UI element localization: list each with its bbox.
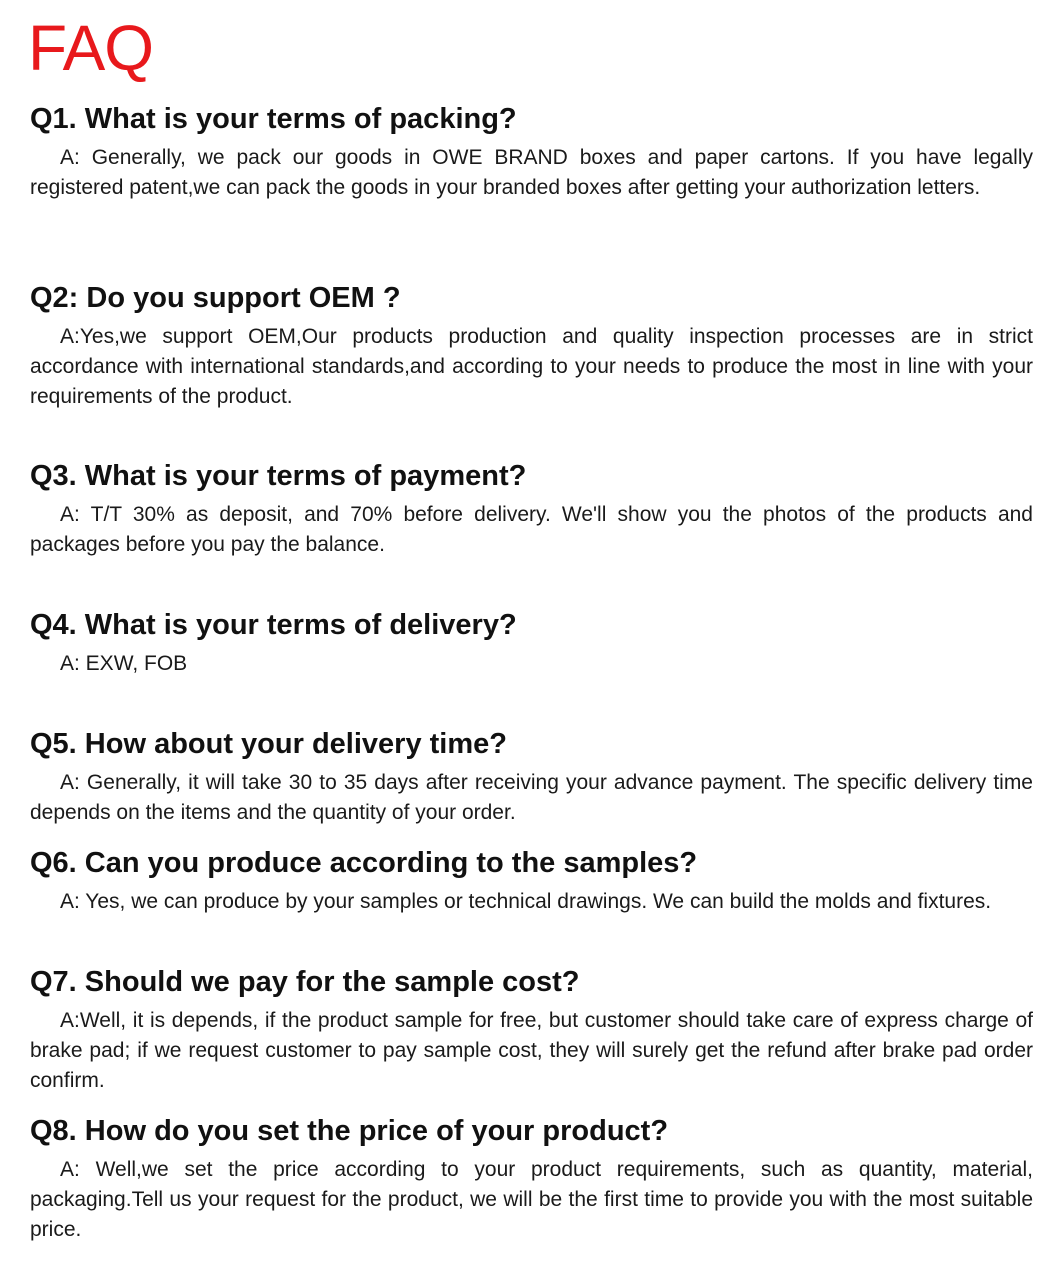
faq-question: Q8. How do you set the price of your product? bbox=[30, 1115, 669, 1147]
faq-question: Q3. What is your terms of payment? bbox=[30, 460, 527, 492]
faq-item-6 bbox=[30, 845, 1033, 917]
faq-item-5 bbox=[30, 726, 1033, 828]
faq-answer: A: Generally, we pack our goods in OWE BRAND boxes and paper cartons. If you have legally registered patent,we can pack the goods in your branded boxes after getting your authorization letters. bbox=[30, 146, 1033, 199]
faq-item-3 bbox=[30, 458, 1033, 560]
faq-item-4 bbox=[30, 607, 1033, 679]
faq-item-2 bbox=[30, 280, 1033, 412]
faq-answer: A: Well,we set the price according to your product requirements, such as quantity, material, packaging.Tell us your request for the product, we will be the first time to provide you with the most suitable price. bbox=[30, 1158, 1033, 1241]
faq-answer: A: Generally, it will take 30 to 35 days after receiving your advance payment. The specific delivery time depends on the items and the quantity of your order. bbox=[30, 771, 1033, 824]
faq-answer: A:Yes,we support OEM,Our products production and quality inspection processes are in strict accordance with international standards,and according to your needs to produce the most in line with your requirements of the product. bbox=[30, 325, 1033, 408]
faq-question: Q4. What is your terms of delivery? bbox=[30, 609, 517, 641]
faq-item-7 bbox=[30, 964, 1033, 1096]
page-title: FAQ bbox=[28, 12, 154, 84]
faq-question: Q5. How about your delivery time? bbox=[30, 728, 507, 760]
faq-question: Q7. Should we pay for the sample cost? bbox=[30, 966, 580, 998]
faq-answer: A: EXW, FOB bbox=[60, 652, 188, 675]
faq-answer: A: Yes, we can produce by your samples or technical drawings. We can build the molds and fixtures. bbox=[60, 890, 992, 913]
faq-item-8 bbox=[30, 1113, 1033, 1245]
faq-question: Q2: Do you support OEM ? bbox=[30, 282, 401, 314]
faq-question: Q6. Can you produce according to the samples? bbox=[30, 847, 698, 879]
faq-question: Q1. What is your terms of packing? bbox=[30, 103, 517, 135]
faq-answer: A:Well, it is depends, if the product sample for free, but customer should take care of express charge of brake pad; if we request customer to pay sample cost, they will surely get the refund after brake pad order confirm. bbox=[30, 1009, 1033, 1092]
faq-item-1 bbox=[30, 101, 1033, 203]
faq-answer: A: T/T 30% as deposit, and 70% before delivery. We'll show you the photos of the products and packages before you pay the balance. bbox=[30, 503, 1033, 556]
